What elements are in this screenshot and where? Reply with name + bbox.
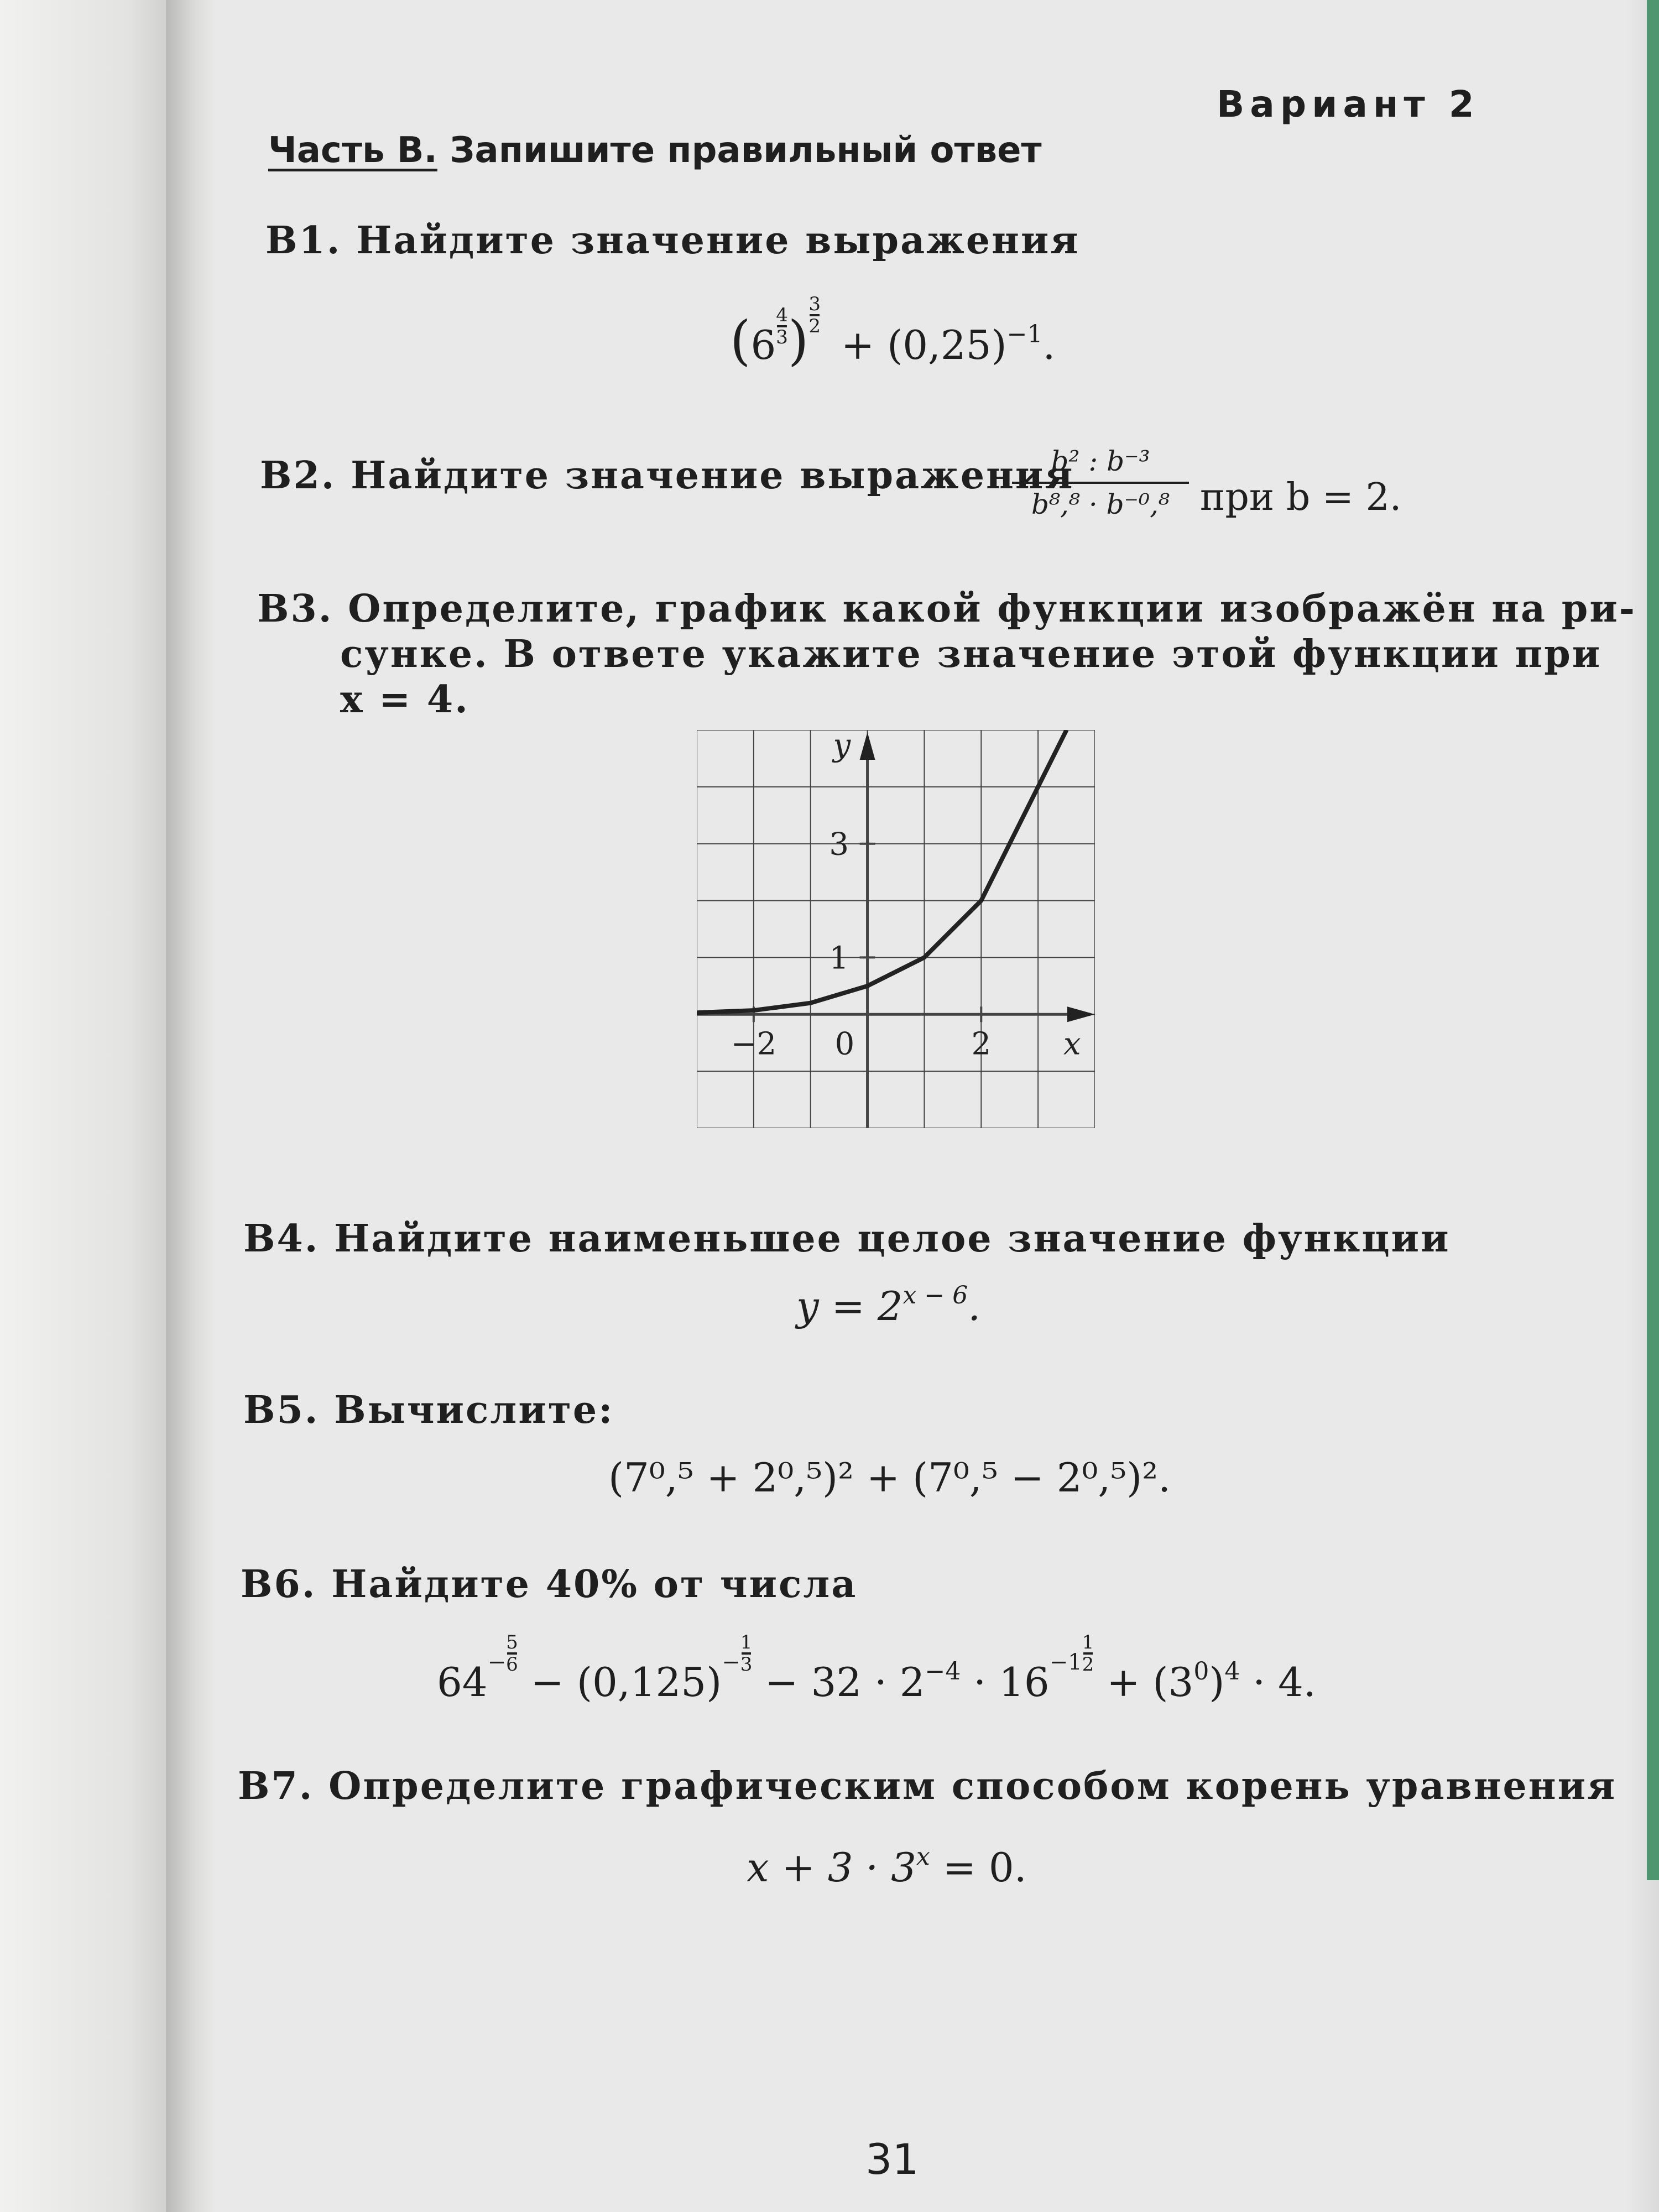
formula-term: ) — [1209, 1659, 1225, 1705]
task-text: Вычислите: — [334, 1388, 614, 1432]
task-number: В5. — [243, 1388, 320, 1432]
y-tick-label: 1 — [829, 940, 849, 977]
exp-lead: −1 — [1049, 1650, 1082, 1675]
y-axis-arrow — [860, 732, 875, 760]
formula-exponent: 4 — [1224, 1657, 1240, 1686]
task-line: Определите, график какой функции изображён на ри- — [348, 587, 1636, 631]
part-instruction: Запишите правильный ответ — [450, 130, 1042, 171]
formula-term: x + 3 · 3 — [747, 1844, 916, 1891]
exp-den: 6 — [506, 1653, 518, 1676]
exp-den: 3 — [740, 1653, 753, 1676]
task-number: В6. — [241, 1562, 317, 1606]
task-text: Определите графическим способом корень уравнения — [328, 1764, 1617, 1808]
formula-exponent: x − 6 — [902, 1281, 968, 1310]
exp-num: 3 — [808, 293, 821, 315]
formula-b6 — [437, 1631, 1316, 1707]
task-number: В1. — [265, 218, 342, 263]
formula-term: − 32 · 2 — [765, 1659, 925, 1705]
formula-b4 — [796, 1283, 980, 1329]
function-graph — [697, 730, 1095, 1128]
task-text: Найдите значение выражения — [356, 218, 1080, 263]
page-number: 31 — [865, 2135, 919, 2184]
left-page-edge — [0, 0, 182, 2212]
task-text: Найдите наименьшее целое значение функции — [334, 1217, 1451, 1261]
formula-exponent: −4 — [925, 1657, 961, 1686]
part-label: Часть В. — [268, 130, 437, 171]
formula-end: . — [968, 1283, 981, 1329]
x-axis-label: x — [1063, 1026, 1081, 1062]
fraction-numerator: b² : b⁻³ — [1051, 445, 1150, 477]
task-b1 — [265, 218, 1080, 263]
formula-term: · 16 — [961, 1659, 1050, 1705]
formula-end: . — [1042, 322, 1056, 368]
task-b6 — [241, 1562, 857, 1606]
table-background — [1647, 0, 1659, 1880]
task-b5 — [243, 1388, 614, 1432]
exponent-fraction — [506, 1632, 518, 1674]
formula-b5: (7⁰,⁵ + 2⁰,⁵)² + (7⁰,⁵ − 2⁰,⁵)². — [608, 1454, 1171, 1501]
formula-term: = 0. — [930, 1844, 1027, 1891]
formula-term: · 4. — [1240, 1659, 1316, 1705]
exp-sign: − — [487, 1650, 507, 1675]
formula-term: − (0,125) — [530, 1659, 722, 1705]
task-text: Найдите значение выражения — [351, 453, 1074, 498]
task-number: В2. — [260, 453, 336, 498]
task-b4 — [243, 1217, 1451, 1261]
x-tick-label: 0 — [834, 1026, 855, 1062]
function-curve — [697, 730, 1067, 1013]
exp-den: 3 — [776, 326, 788, 348]
y-tick-label: 3 — [829, 826, 849, 863]
formula-tail: + (0,25) — [841, 322, 1007, 368]
y-axis-label: y — [833, 730, 851, 764]
task-b3 — [257, 586, 1636, 722]
formula-exponent: 0 — [1193, 1657, 1209, 1686]
fraction-bar — [1012, 482, 1189, 484]
exp-den: 2 — [808, 315, 821, 337]
formula-b1: $(6\frac{4}{3})\frac{3}{2} + (0,25)^{-1}$. — [730, 293, 1056, 372]
formula-b2-suffix: при b = 2. — [1200, 476, 1402, 519]
x-axis-arrow — [1067, 1006, 1095, 1022]
exp-den: 2 — [1082, 1653, 1094, 1676]
task-line: x = 4. — [340, 677, 469, 722]
exp-num: 4 — [776, 304, 788, 326]
inner-exponent — [776, 305, 788, 347]
formula-b2-fraction — [1012, 445, 1189, 520]
tail-exponent: −1 — [1006, 320, 1043, 348]
exp-num: 1 — [1082, 1631, 1094, 1653]
task-b2 — [260, 453, 1074, 498]
task-number: В7. — [238, 1764, 314, 1808]
formula-lhs: y = 2 — [796, 1283, 903, 1329]
x-tick-label: −2 — [731, 1026, 777, 1062]
task-number: В3. — [257, 587, 333, 631]
exp-num: 1 — [740, 1631, 753, 1653]
part-heading — [268, 130, 1042, 171]
task-text: Найдите 40% от числа — [331, 1562, 858, 1606]
exponent-fraction — [1082, 1632, 1094, 1674]
formula-base: 6 — [750, 322, 776, 368]
variant-title: Вариант 2 — [1217, 83, 1480, 126]
formula-term: + (3 — [1107, 1659, 1194, 1705]
outer-exponent — [808, 294, 821, 336]
x-tick-label: 2 — [971, 1026, 992, 1062]
exponent-fraction — [740, 1632, 753, 1674]
book-gutter — [166, 0, 216, 2212]
exp-sign: − — [722, 1650, 740, 1675]
fraction-denominator: b⁸,⁸ · b⁻⁰,⁸ — [1031, 488, 1170, 520]
task-b7 — [238, 1764, 1616, 1808]
task-line: сунке. В ответе укажите значение этой функции при — [340, 632, 1602, 676]
formula-exponent: x — [916, 1843, 930, 1871]
task-number: В4. — [243, 1217, 320, 1261]
formula-term: 64 — [437, 1659, 488, 1705]
formula-b7 — [747, 1844, 1027, 1891]
exp-num: 5 — [506, 1631, 518, 1653]
